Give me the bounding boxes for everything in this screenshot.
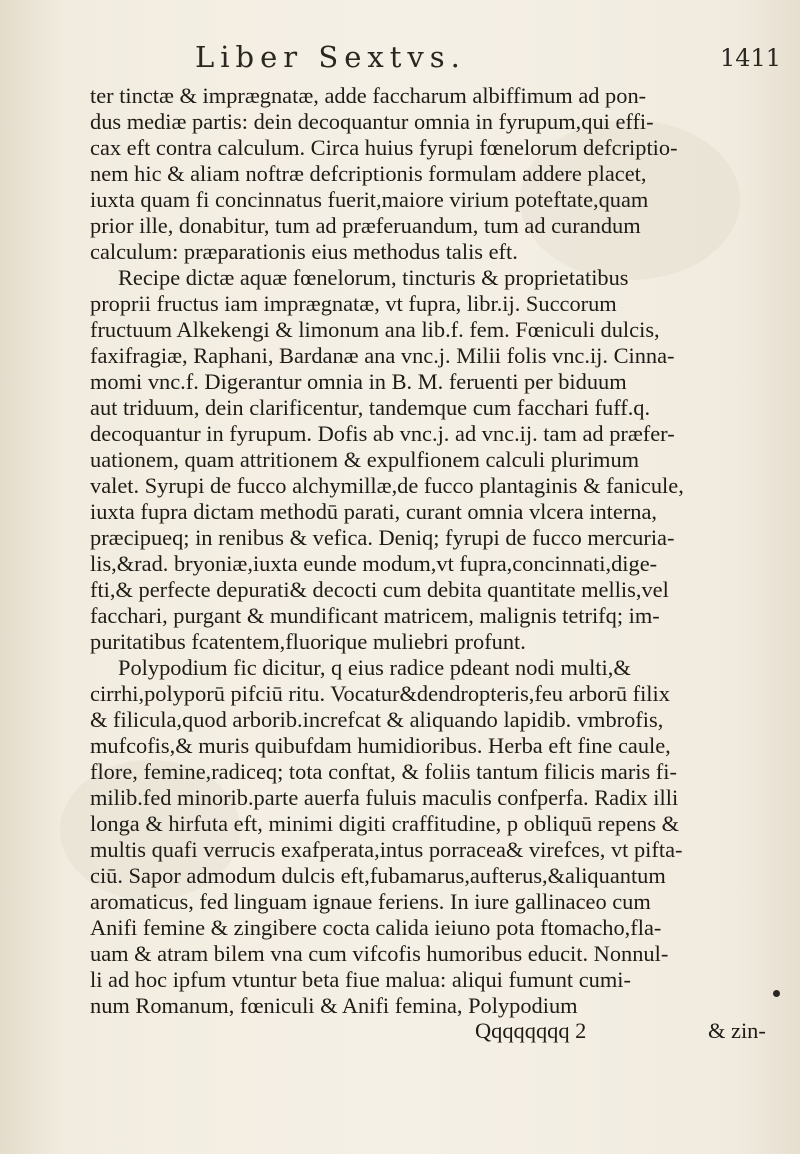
text-line: multis quafi verrucis exafperata,intus porracea& virefces, vt pifta- xyxy=(90,837,683,862)
text-line: puritatibus fcatentem,fluorique muliebri profunt. xyxy=(90,629,526,654)
margin-dot xyxy=(773,990,780,997)
text-line: momi vnc.f. Digerantur omnia in B. M. feruenti per biduum xyxy=(90,369,627,394)
text-line: uationem, quam attritionem & expulfionem calculi plurimum xyxy=(90,447,640,472)
text-line: præcipueq; in renibus & vefica. Deniq; fyrupi de fucco mercuria- xyxy=(90,525,675,550)
text-line: fti,& perfecte depurati& decocti cum debita quantitate mellis,vel xyxy=(90,577,669,602)
signature-mark: Qqqqqqqq 2 xyxy=(475,1018,587,1043)
text-line: dus mediæ partis: dein decoquantur omnia in fyrupum,qui effi- xyxy=(90,109,654,134)
text-line: cirrhi,polyporū pifciū ritu. Vocatur&dendropteris,feu arborū filix xyxy=(90,681,670,706)
text-line: nem hic & aliam noftræ defcriptionis formulam addere placet, xyxy=(90,161,647,186)
text-line: aut triduum, dein clarificentur, tandemque cum facchari fuff.q. xyxy=(90,395,651,420)
text-line: num Romanum, fœniculi & Anifi femina, Polypodium xyxy=(90,993,578,1018)
text-line: uam & atram bilem vna cum vifcofis humoribus educit. Nonnul- xyxy=(90,941,669,966)
text-line: prior ille, donabitur, tum ad præferuandum, tum ad curandum xyxy=(90,213,641,238)
text-line: iuxta quam fi concinnatus fuerit,maiore virium poteftate,quam xyxy=(90,187,649,212)
text-line: milib.fed minorib.parte auerfa fuluis maculis confperfa. Radix illi xyxy=(90,785,679,810)
page-header xyxy=(0,40,800,76)
text-line: proprii fructus iam imprægnatæ, vt fupra, libr.ij. Succorum xyxy=(90,291,617,316)
text-line: & filicula,quod arborib.increfcat & aliquando lapidib. vmbrofis, xyxy=(90,707,664,732)
text-line: longa & hirfuta eft, minimi digiti craffitudine, p obliquū repens & xyxy=(90,811,680,836)
text-line: Recipe dictæ aquæ fœnelorum, tincturis & proprietatibus xyxy=(118,265,629,290)
text-line: decoquantur in fyrupum. Dofis ab vnc.j. ad vnc.ij. tam ad præfer- xyxy=(90,421,675,446)
page-number: 1411 xyxy=(720,44,782,72)
text-line: aromaticus, fed linguam ignaue feriens. In iure gallinaceo cum xyxy=(90,889,651,914)
text-line: cax eft contra calculum. Circa huius fyrupi fœnelorum defcriptio- xyxy=(90,135,678,160)
text-line: li ad hoc ipfum vtuntur beta fiue malua: aliqui fumunt cumi- xyxy=(90,967,631,992)
text-line: mufcofis,& muris quibufdam humidioribus. Herba eft fine caule, xyxy=(90,733,671,758)
page-footer xyxy=(0,1018,800,1048)
text-line: valet. Syrupi de fucco alchymillæ,de fucco plantaginis & fanicule, xyxy=(90,473,684,498)
text-line: flore, femine,radiceq; tota conftat, & foliis tantum filicis maris fi- xyxy=(90,759,677,784)
text-line: lis,&rad. bryoniæ,iuxta eunde modum,vt fupra,concinnati,dige- xyxy=(90,551,658,576)
text-line: facchari, purgant & mundificant matricem, malignis tetrifq; im- xyxy=(90,603,660,628)
text-line: fructuum Alkekengi & limonum ana lib.f. fem. Fœniculi dulcis, xyxy=(90,317,660,342)
running-title: Liber Sextvs. xyxy=(195,40,466,74)
text-line: ter tinctæ & imprægnatæ, adde faccharum albiffimum ad pon- xyxy=(90,83,647,108)
text-line: iuxta fupra dictam methodū parati, curant omnia vlcera interna, xyxy=(90,499,658,524)
catchword: & zin- xyxy=(708,1018,766,1043)
text-line: Anifi femine & zingibere cocta calida ieiuno pota ftomacho,fla- xyxy=(90,915,662,940)
text-line: Polypodium fic dicitur, q eius radice pdeant nodi multi,& xyxy=(118,655,631,680)
text-line: faxifragiæ, Raphani, Bardanæ ana vnc.j. Milii folis vnc.ij. Cinna- xyxy=(90,343,675,368)
text-line: ciū. Sapor admodum dulcis eft,fubamarus,aufterus,&aliquantum xyxy=(90,863,666,888)
text-line: calculum: præparationis eius methodus talis eft. xyxy=(90,239,518,264)
